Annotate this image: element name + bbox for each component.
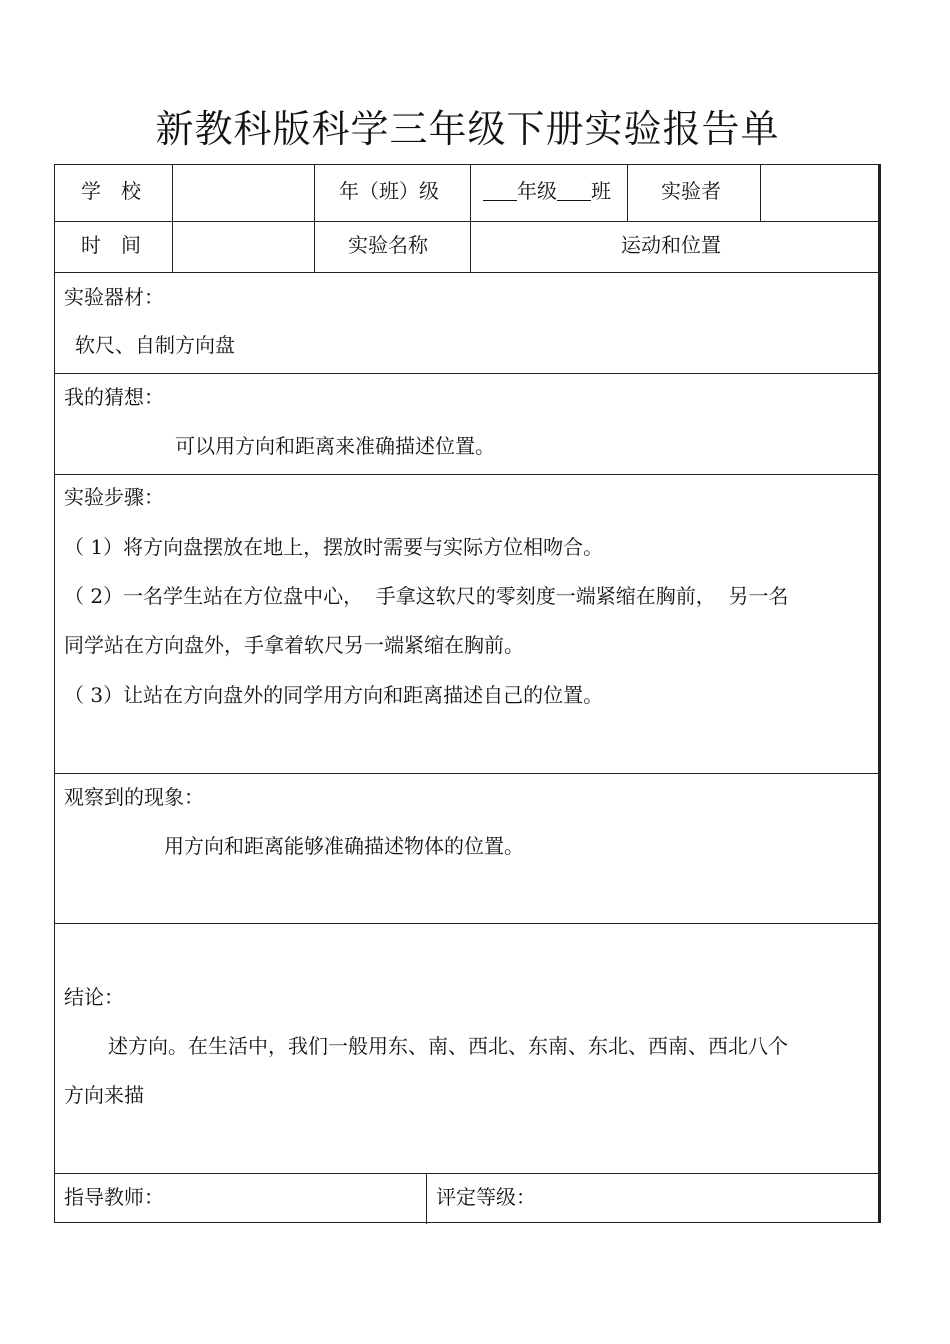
observation-value: 用方向和距离能够准确描述物体的位置。 [164,834,524,858]
time-field[interactable] [173,222,314,272]
col-divider [314,165,315,272]
guess-value: 可以用方向和距离来准确描述位置。 [175,434,495,458]
observation-label: 观察到的现象： [64,785,204,809]
col-divider [426,1173,427,1224]
materials-value: 软尺、自制方向盘 [75,333,235,357]
school-label: 学 校 [81,179,141,203]
step-line-4: （ 3）让站在方向盘外的同学用方向和距离描述自己的位置。 [64,683,604,707]
page-title: 新教科版科学三年级下册实验报告单 [155,107,780,151]
exp-name-label: 实验名称 [348,233,428,257]
step-line-1: （ 1）将方向盘摆放在地上，摆放时需要与实际方位相吻合。 [64,535,604,559]
class-blank[interactable] [557,180,591,201]
class-label: 年（班）级 [339,179,439,203]
class-suffix: 班 [591,179,611,203]
experimenter-field[interactable] [761,165,879,221]
grade-suffix: 年级 [517,179,557,203]
grade-class-field[interactable] [483,179,611,203]
conclusion-label: 结论： [64,985,124,1009]
col-divider [470,165,471,272]
report-form [54,164,881,1223]
step-line-2: （ 2）一名学生站在方位盘中心， 手拿这软尺的零刻度一端紧缩在胸前， 另一名 [64,584,789,608]
grade-blank[interactable] [483,180,517,201]
school-field[interactable] [173,165,314,221]
step-line-3: 同学站在方向盘外，手拿着软尺另一端紧缩在胸前。 [64,633,524,657]
col-divider [627,165,628,221]
teacher-label: 指导教师： [64,1185,164,1209]
conclusion-line-1: 述方向。在生活中，我们一般用东、南、西北、东南、东北、西南、西北八个 [108,1034,788,1058]
row-divider [55,272,878,273]
experimenter-label: 实验者 [661,179,721,203]
exp-name-value: 运动和位置 [621,233,721,257]
conclusion-line-2: 方向来描 [64,1083,144,1107]
row-divider [55,923,878,924]
row-divider [55,373,878,374]
row-divider [55,1173,878,1174]
grade-label: 评定等级： [436,1185,536,1209]
materials-label: 实验器材： [64,285,164,309]
row-divider [55,773,878,774]
time-label: 时 间 [81,233,141,257]
guess-label: 我的猜想： [64,385,164,409]
steps-label: 实验步骤： [64,485,164,509]
row-divider [55,474,878,475]
